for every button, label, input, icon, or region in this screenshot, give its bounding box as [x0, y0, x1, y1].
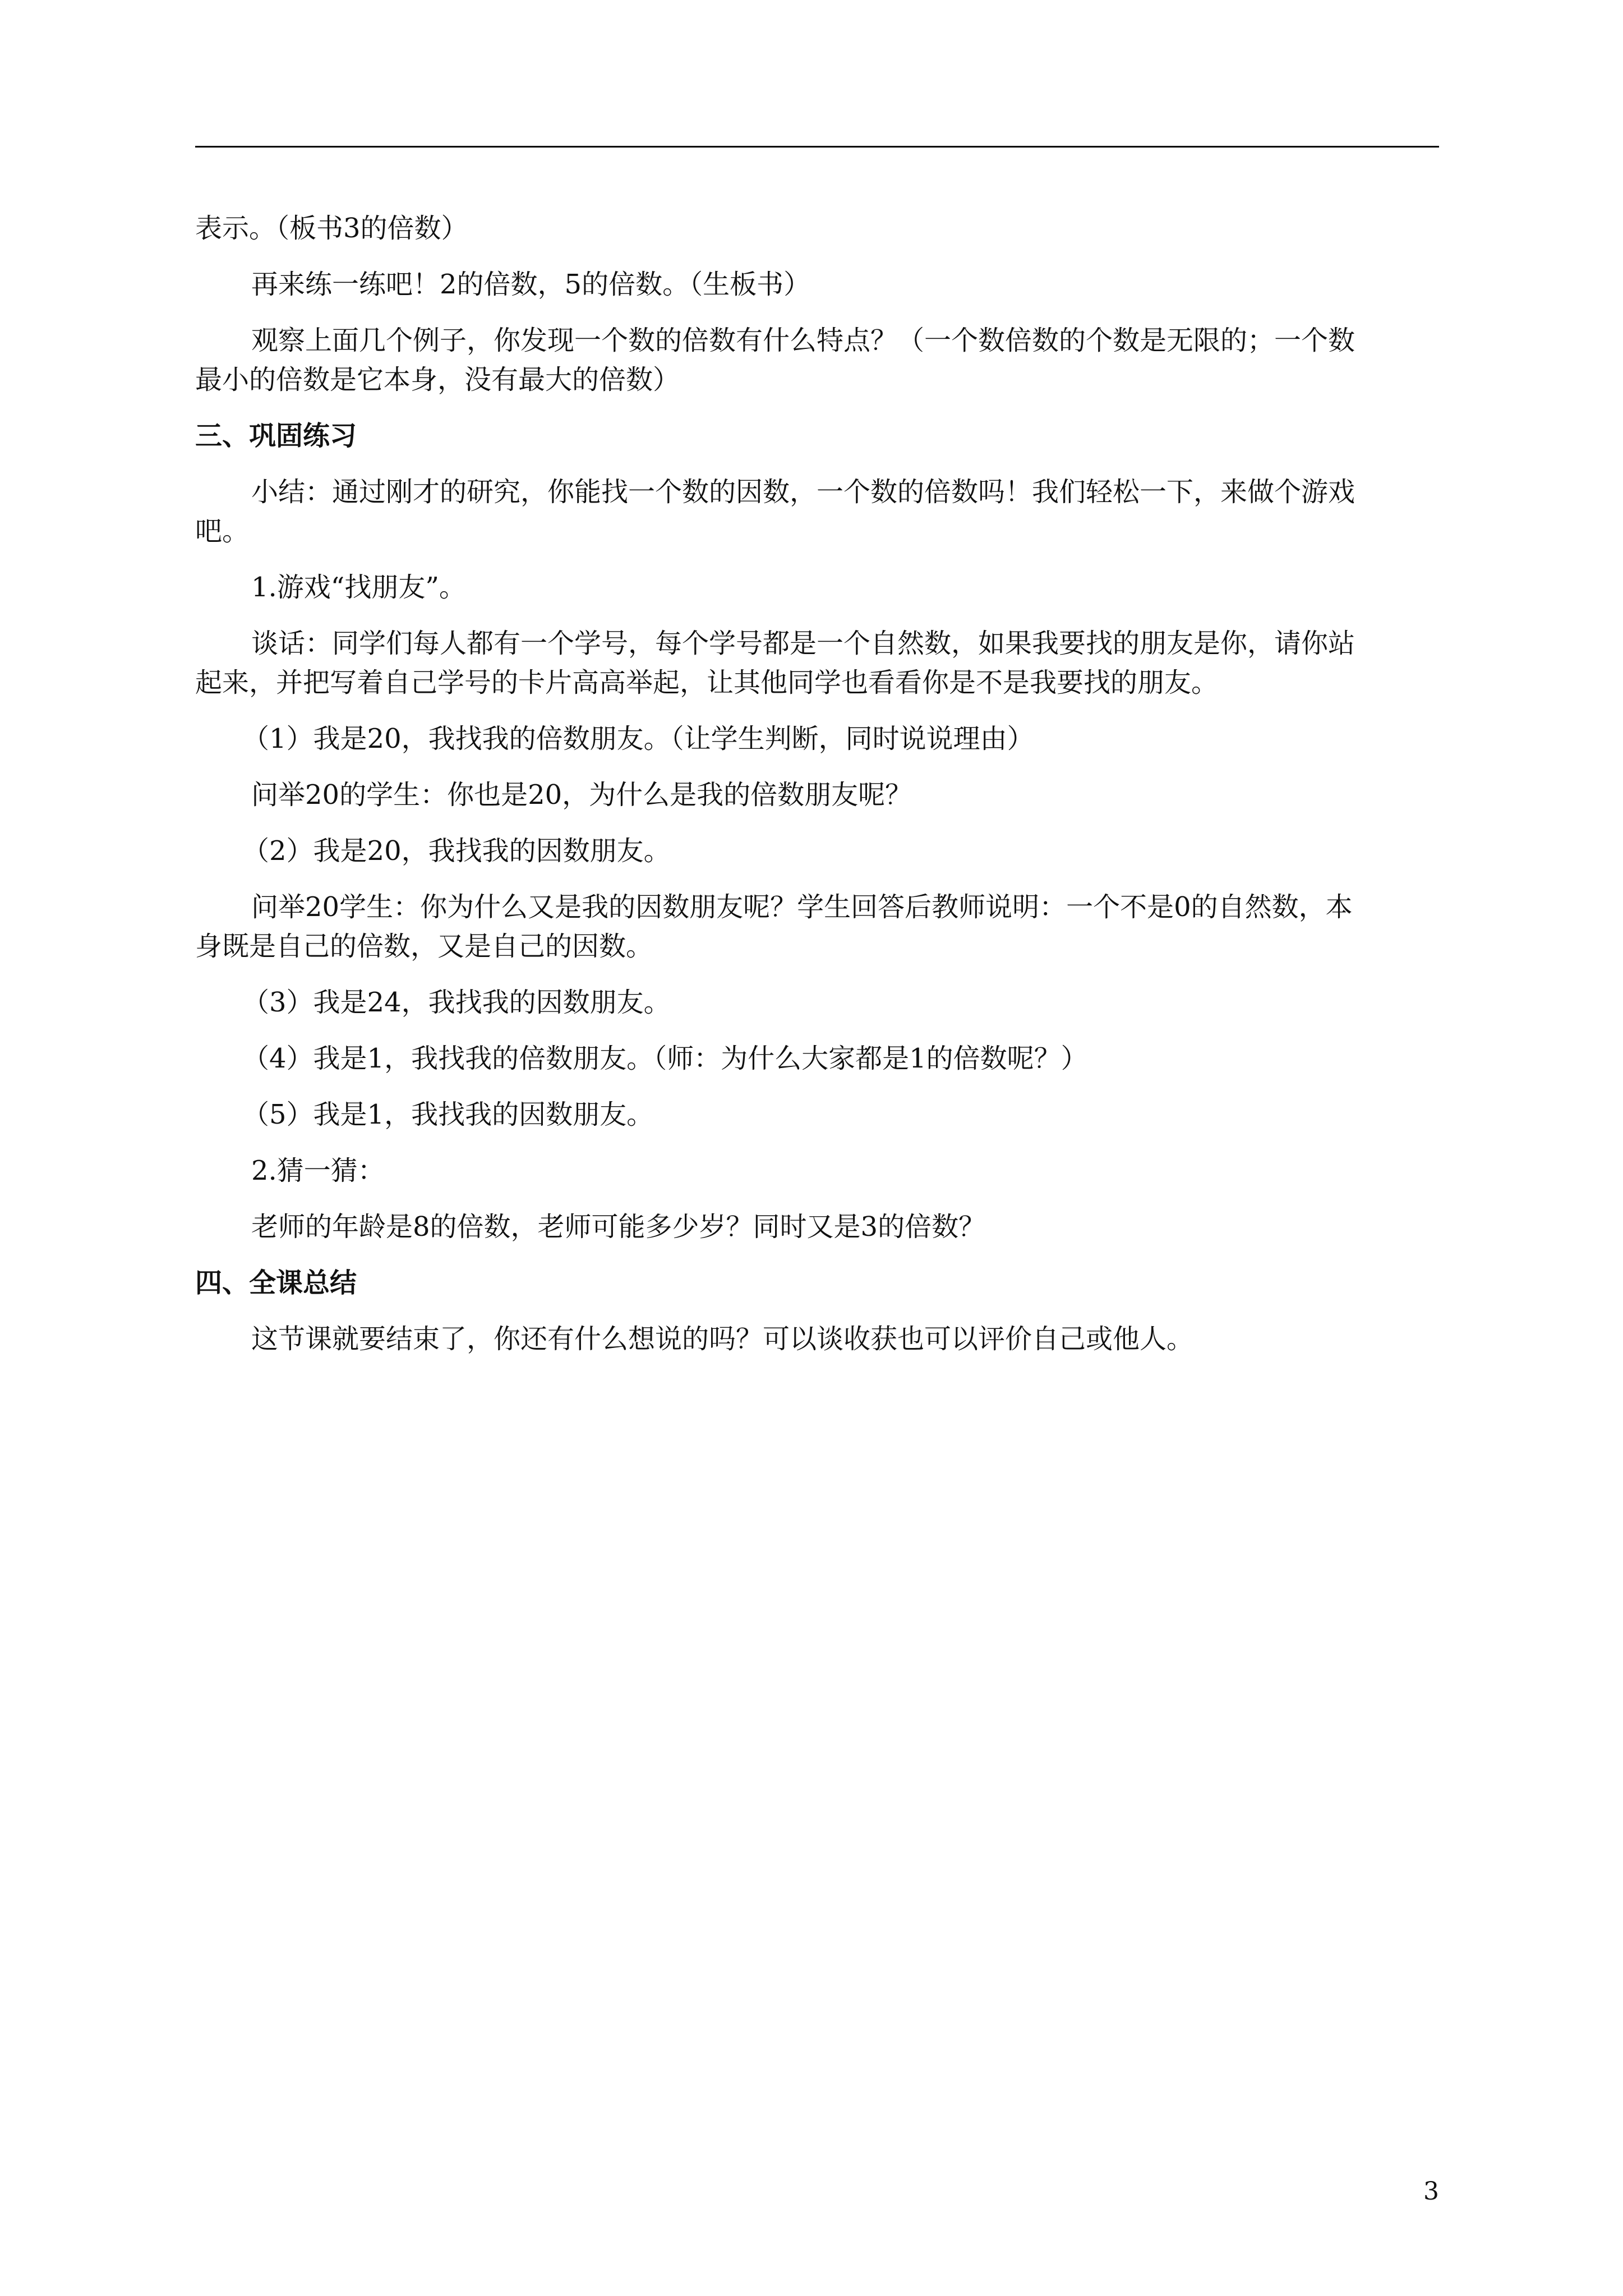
list-item: （3）我是24，我找我的因数朋友。	[242, 987, 671, 1018]
list-item: 2.猜一猜：	[251, 1155, 385, 1186]
paragraph-line: 问举20学生：你为什么又是我的因数朋友呢？学生回答后教师说明：一个不是0的自然数，本	[251, 891, 1353, 923]
paragraph-line: 最小的倍数是它本身，没有最大的倍数）	[195, 364, 680, 395]
paragraph-line: 起来，并把写着自己学号的卡片高高举起，让其他同学也看看你是不是我要找的朋友。	[195, 667, 1219, 698]
paragraph-line: 身既是自己的倍数，又是自己的因数。	[195, 931, 653, 962]
paragraph-line: 这节课就要结束了，你还有什么想说的吗？可以谈收获也可以评价自己或他人。	[251, 1323, 1194, 1355]
list-item: （2）我是20，我找我的因数朋友。	[242, 835, 671, 867]
paragraph-line: 谈话：同学们每人都有一个学号，每个学号都是一个自然数，如果我要找的朋友是你，请你站	[251, 628, 1355, 659]
header-rule	[195, 146, 1439, 148]
page-number: 3	[1423, 2177, 1439, 2206]
paragraph-line: 吧。	[195, 516, 250, 547]
paragraph-line: 老师的年龄是8的倍数，老师可能多少岁？同时又是3的倍数？	[251, 1211, 986, 1243]
section-heading: 四、全课总结	[195, 1267, 357, 1299]
section-heading: 三、巩固练习	[195, 420, 357, 452]
paragraph-line: 问举20的学生：你也是20，为什么是我的倍数朋友呢？	[251, 779, 912, 811]
paragraph-line: 观察上面几个例子，你发现一个数的倍数有什么特点？（一个数倍数的个数是无限的；一个数	[251, 325, 1355, 356]
list-item: （4）我是1，我找我的倍数朋友。（师：为什么大家都是1的倍数呢？）	[242, 1043, 1088, 1074]
paragraph-line: 再来练一练吧！2的倍数，5的倍数。（生板书）	[251, 269, 811, 300]
document-body	[195, 209, 1439, 1359]
list-item: 1.游戏“找朋友”。	[251, 572, 466, 603]
list-item: （1）我是20，我找我的倍数朋友。（让学生判断，同时说说理由）	[242, 723, 1034, 754]
paragraph-line: 表示。（板书3的倍数）	[195, 213, 468, 244]
paragraph-line: 小结：通过刚才的研究，你能找一个数的因数，一个数的倍数吗！我们轻松一下，来做个游戏	[251, 476, 1355, 508]
list-item: （5）我是1，我找我的因数朋友。	[242, 1099, 654, 1130]
